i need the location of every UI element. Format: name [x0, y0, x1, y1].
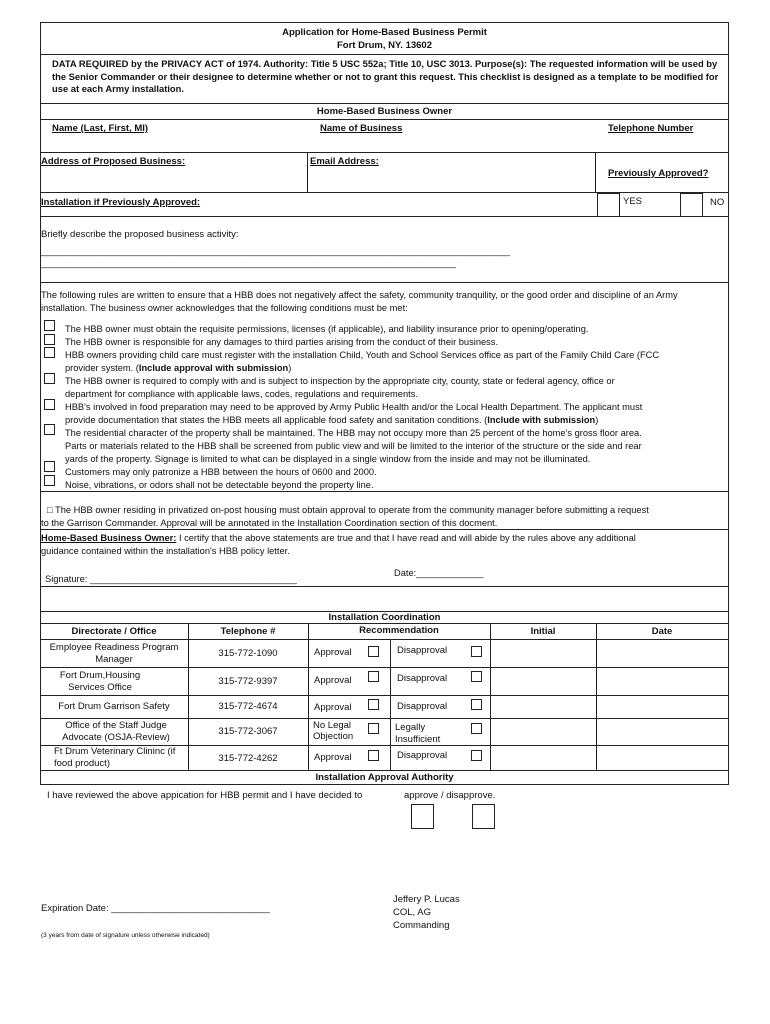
disapprove-checkbox[interactable]: [472, 804, 495, 829]
signer-title: Commanding: [393, 920, 450, 931]
rule-5-checkbox[interactable]: [44, 399, 55, 410]
row-3-disapprove-checkbox[interactable]: [471, 699, 482, 710]
form-title: Application for Home-Based Business Permit: [282, 27, 487, 38]
authority-statement: I have reviewed the above appication for HBB permit and I have decided to: [47, 790, 363, 801]
row-5-approve-checkbox[interactable]: [368, 750, 379, 761]
rule-8-checkbox[interactable]: [44, 475, 55, 486]
rule-4-checkbox[interactable]: [44, 373, 55, 384]
row-1-approve-checkbox[interactable]: [368, 646, 379, 657]
rule-5b-close: ): [595, 415, 599, 425]
rule-5b-emphasis: Include with submission: [487, 415, 596, 425]
row-2-approve-label: Approval: [314, 675, 352, 686]
installation-label: Installation if Previously Approved:: [41, 197, 201, 208]
row-1-office: Employee Readiness Program Manager: [49, 641, 179, 665]
header-initial: Initial: [530, 625, 556, 637]
authority-title: Installation Approval Authority: [315, 772, 454, 783]
rule-5b-text: provide documentation that states the HBB meets all applicable food safety and sanitation conditions. (: [65, 415, 488, 425]
row-1-disapprove-checkbox[interactable]: [471, 646, 482, 657]
rule-8: Noise, vibrations, or odors shall not be detectable beyond the property line.: [65, 480, 374, 490]
privatized-housing-line-2: to the Garrison Commander. Approval will be annotated in the Installation Coordination section of this docment.: [41, 518, 498, 528]
previously-approved-label: Previously Approved?: [608, 168, 709, 179]
privatized-housing-line-1: □ The HBB owner residing in privatized on-post housing must obtain approval to operate from the community manager before submitting a request: [47, 505, 649, 515]
rule-3b-close: ): [288, 363, 292, 373]
describe-line-2[interactable]: ____________________________________________________________________________________________: [41, 258, 456, 268]
row-2-approve-checkbox[interactable]: [368, 671, 379, 682]
header-phone: Telephone #: [220, 625, 276, 637]
rule-2-checkbox[interactable]: [44, 334, 55, 345]
row-4-objection-label: No Legal Objection: [313, 720, 354, 742]
certify-label: Home-Based Business Owner:: [41, 533, 177, 543]
authority-options: approve / disapprove.: [404, 790, 496, 801]
expiration-date-field[interactable]: Expiration Date: ______________________________: [41, 903, 270, 914]
yes-checkbox[interactable]: [597, 193, 620, 217]
expiration-note: (3 years from date of signature unless otherwise indicated): [41, 932, 210, 939]
rule-3b-emphasis: Include approval with submission: [138, 363, 289, 373]
signature-field[interactable]: Signature: ________________________________________: [45, 574, 297, 584]
rule-4b: department for compliance with applicable laws, codes, regulations and requirements.: [65, 389, 418, 399]
row-2-office: Fort Drum,Housing Services Office: [59, 669, 141, 693]
row-2-disapprove-checkbox[interactable]: [471, 671, 482, 682]
row-4-insufficient-checkbox[interactable]: [471, 723, 482, 734]
rule-6a: The residential character of the property shall be maintained. The HBB may not occupy more than 25 percent of the home's gross floor area.: [65, 428, 642, 438]
business-name-label: Name of Business: [320, 123, 403, 134]
row-4-insufficient-label: Legally Insufficient: [395, 722, 441, 745]
row-1-approve-label: Approval: [314, 647, 352, 658]
coordination-title: Installation Coordination: [328, 612, 441, 623]
privacy-statement: DATA REQUIRED by the PRIVACY ACT of 1974. Authority: Title 5 USC 552a; Title 10, USC 3013. Purpose(s): The requested information will be used by the Senior Commander or their designee to determine whether or not to grant this request. This checklist is designed as a template to be modified for use at each Army installation.: [52, 58, 719, 94]
no-label: NO: [710, 197, 725, 208]
row-3-disapprove-label: Disapproval: [397, 701, 448, 712]
rules-intro: The following rules are written to ensure that a HBB does not negatively affect the safety, community tranquility, or the good order and discipline of an Army installation. The business owner acknowledges that the following conditions must be met:: [41, 290, 678, 313]
address-label: Address of Proposed Business:: [41, 156, 186, 167]
certify-line-1: [41, 532, 636, 544]
certify-text: I certify that the above statements are true and that I have read and will abide by the rules above any additional: [176, 533, 636, 543]
row-4-objection-checkbox[interactable]: [368, 723, 379, 734]
telephone-label: Telephone Number: [608, 123, 694, 134]
rule-3b: [65, 362, 291, 374]
rule-1: The HBB owner must obtain the requisite permissions, licenses (if applicable), and liability insurance prior to opening/operating.: [65, 324, 589, 334]
rule-3a: HBB owners providing child care must register with the installation Child, Youth and School Services office as part of the Family Child Care (FCC: [65, 350, 660, 360]
row-1-phone: 315-772-1090: [218, 647, 278, 659]
rule-5a: HBB's involved in food preparation may need to be approved by Army Public Health and/or the Local Health Department. The applicant must: [65, 402, 643, 412]
date-field[interactable]: Date:_____________: [394, 568, 484, 578]
rule-6-checkbox[interactable]: [44, 424, 55, 435]
no-checkbox[interactable]: [680, 193, 703, 217]
describe-line-1[interactable]: ________________________________________________________________________________________________________: [41, 246, 510, 256]
header-date: Date: [651, 625, 673, 637]
rule-3b-text: provider system. (: [65, 363, 139, 373]
approve-checkbox[interactable]: [411, 804, 434, 829]
row-5-disapprove-label: Disapproval: [397, 750, 448, 761]
rule-4a: The HBB owner is required to comply with and is subject to inspection by the appropriate city, county, state or federal agency, office or: [65, 376, 615, 386]
row-3-approve-label: Approval: [314, 702, 352, 713]
email-label: Email Address:: [310, 156, 379, 167]
row-5-disapprove-checkbox[interactable]: [471, 750, 482, 761]
row-5-office: Ft Drum Veterinary Clininc (if food product): [54, 746, 176, 769]
describe-label: Briefly describe the proposed business activity:: [41, 229, 239, 240]
row-1-disapprove-label: Disapproval: [397, 645, 448, 656]
certify-line-2: guidance contained within the installation's HBB policy letter.: [41, 546, 290, 556]
row-4-phone: 315-772-3067: [218, 726, 278, 737]
row-5-approve-label: Approval: [314, 752, 352, 763]
name-label: Name (Last, First, MI): [52, 123, 149, 134]
row-2-disapprove-label: Disapproval: [397, 673, 448, 684]
header-office: Directorate / Office: [71, 625, 157, 637]
rule-6c: yards of the property. Signage is limited to what can be displayed in a single window from the inside and may not be illuminated.: [65, 454, 591, 464]
rule-6b: Parts or materials related to the HBB shall be screened from public view and will be limited to the interior of the structure or the side and rear: [65, 441, 642, 451]
rule-2: The HBB owner is responsible for any damages to third parties arising from the conduct of their business.: [65, 337, 499, 347]
form-location: Fort Drum, NY. 13602: [336, 40, 433, 51]
rule-1-checkbox[interactable]: [44, 320, 55, 331]
yes-label: YES: [623, 196, 643, 207]
rule-5b: [65, 414, 598, 426]
row-5-phone: 315-772-4262: [218, 753, 278, 764]
signer-name: Jeffery P. Lucas: [393, 894, 460, 905]
rule-7-checkbox[interactable]: [44, 461, 55, 472]
owner-section-title: Home-Based Business Owner: [316, 106, 453, 117]
header-recommendation: Recommendation: [359, 624, 439, 636]
signer-rank: COL, AG: [393, 907, 432, 918]
row-3-approve-checkbox[interactable]: [368, 699, 379, 710]
rule-3-checkbox[interactable]: [44, 347, 55, 358]
rule-7: Customers may only patronize a HBB between the hours of 0600 and 2000.: [65, 467, 377, 477]
row-2-phone: 315-772-9397: [218, 675, 278, 687]
row-3-office: Fort Drum Garrison Safety: [58, 701, 170, 712]
row-3-phone: 315-772-4674: [218, 701, 278, 712]
row-4-office: Office of the Staff Judge Advocate (OSJA-Review): [62, 720, 170, 743]
